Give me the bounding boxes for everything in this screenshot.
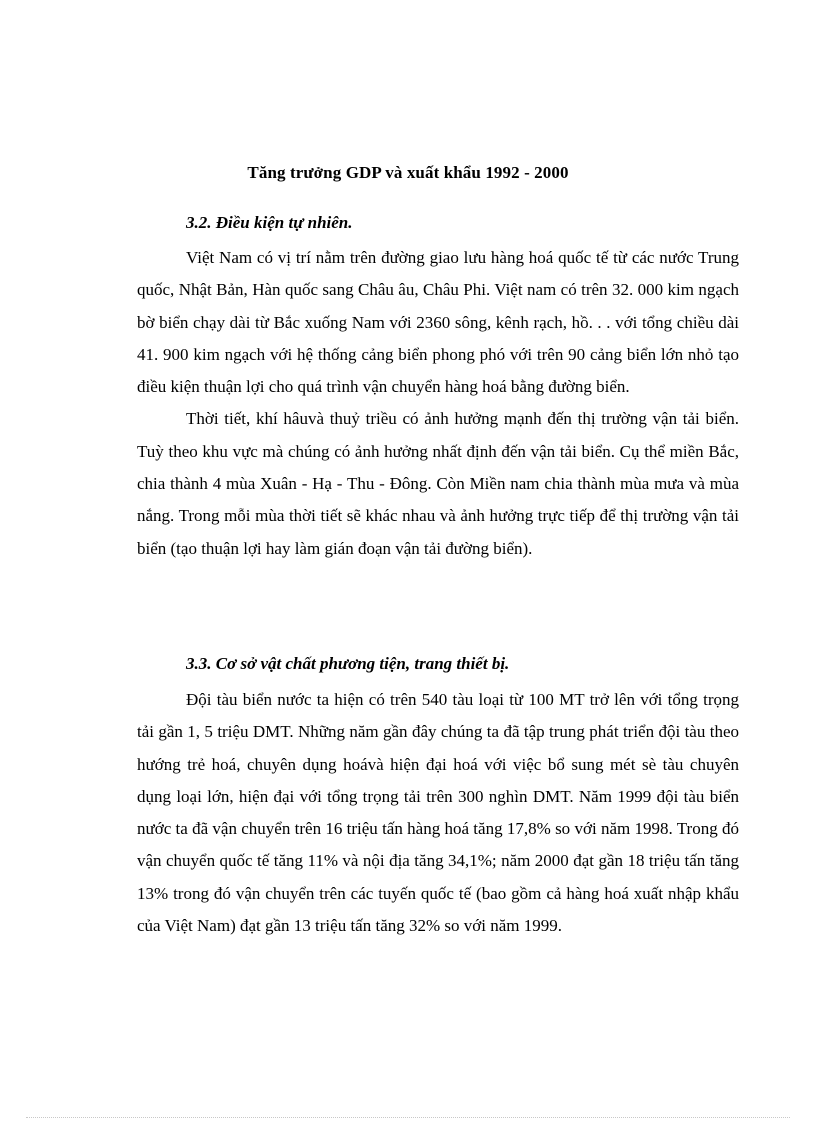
paragraph-weather: Thời tiết, khí hâuvà thuỷ triều có ảnh hưởng mạnh đến thị trường vận tải biển. Tuỳ theo khu vực mà chúng có ảnh hưởng nhất định đến vận tải biển. Cụ thể miền Bắc, chia thành 4 mùa Xuân - Hạ - Thu - Đông. Còn Miền nam chia thành mùa mưa và mùa nắng. Trong mỗi mùa thời tiết sẽ khác nhau và ảnh hưởng trực tiếp để thị trường vận tải biển (tạo thuận lợi hay làm gián đoạn vận tải đường biển).	[137, 409, 739, 558]
paragraph-location: Việt Nam có vị trí nằm trên đường giao lưu hàng hoá quốc tế từ các nước Trung quốc, Nhật Bản, Hàn quốc sang Châu âu, Châu Phi. Việt nam có trên 32. 000 kim ngạch bờ biển chạy dài từ Bắc xuống Nam với 2360 sông, kênh rạch, hồ. . . với tổng chiều dài 41. 900 kim ngạch với hệ thống cảng biển phong phó với trên 90 cảng biển lớn nhỏ tạo điều kiện thuận lợi cho quá trình vận chuyển hàng hoá bằng đường biển.	[137, 248, 739, 397]
paragraph-fleet: Đội tàu biển nước ta hiện có trên 540 tàu loại từ 100 MT trở lên với tổng trọng tải gần 1, 5 triệu DMT. Những năm gần đây chúng ta đã tập trung phát triển đội tàu theo hướng trẻ hoá, chuyên dụng hoávà hiện đại hoá với việc bổ sung mét sè tàu chuyên dụng loại lớn, hiện đại với tổng trọng tải trên 300 nghìn DMT. Năm 1999 đội tàu biển nước ta đã vận chuyển trên 16 triệu tấn hàng hoá tăng 17,8% so với năm 1998. Trong đó vận chuyển quốc tế tăng 11% và nội địa tăng 34,1%; năm 2000 đạt gần 18 triệu tấn tăng 13% trong đó vận chuyển trên các tuyến quốc tế (bao gồm cả hàng hoá xuất nhập khẩu của Việt Nam) đạt gần 13 triệu tấn tăng 32% so với năm 1999.	[137, 690, 739, 936]
section-heading-natural-conditions: 3.2. Điều kiện tự nhiên.	[186, 213, 353, 232]
section-heading-infrastructure: 3.3. Cơ sở vật chất phương tiện, trang thiết bị.	[186, 654, 510, 673]
page-bottom-divider	[26, 1117, 790, 1118]
section-body-infrastructure	[137, 684, 739, 942]
page-title: Tăng trưởng GDP và xuất khẩu 1992 - 2000	[247, 163, 569, 182]
section-body-natural-conditions	[137, 242, 739, 565]
